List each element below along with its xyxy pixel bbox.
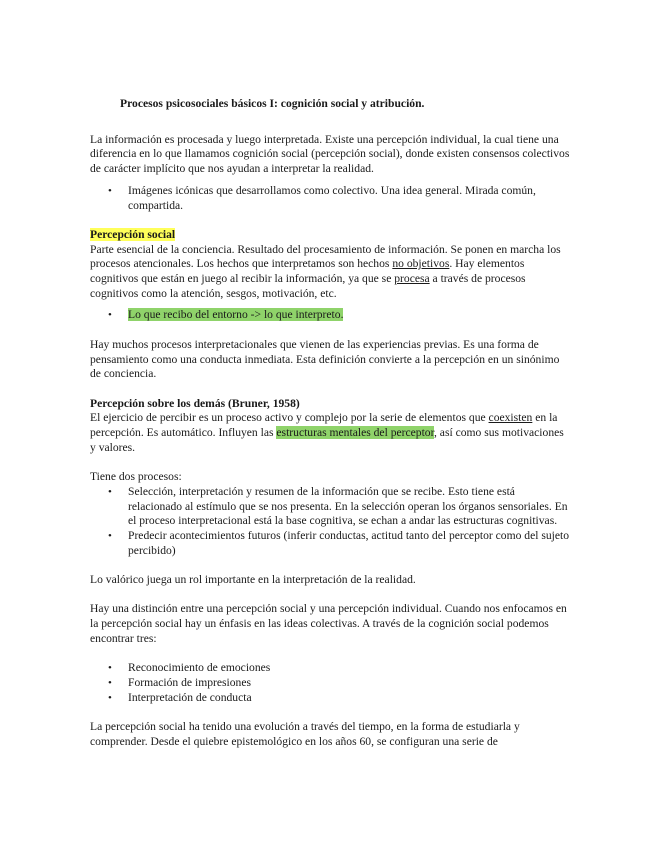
section1-paragraph1: Parte esencial de la conciencia. Resultado del procesamiento de información. Se ponen en marcha los procesos atencionales. Los hechos que interpretamos son hechos no objetivos. Hay elementos cognitivos que están en juego al recibir la información, ya que se procesa a través de procesos cognitivos como la atención, sesgos, motivación, etc.	[90, 242, 561, 300]
processes-list	[90, 485, 570, 559]
list-item: • Predecir acontecimientos futuros (inferir conductas, actitud tanto del perceptor como del sujeto percibido)	[108, 528, 570, 557]
section2-lead: Tiene dos procesos:	[90, 470, 182, 484]
section2-paragraph3: Hay una distinción entre una percepción social y una percepción individual. Cuando nos enfocamos en la percepción social hay un énfasis en las ideas colectivas. A través de la cognición social podemos encontrar tres:	[90, 602, 567, 645]
document-body	[90, 97, 570, 749]
intro-list	[90, 184, 570, 213]
list-item: • Interpretación de conducta	[108, 690, 252, 704]
social-cognition-list	[90, 661, 570, 705]
list-item: • Lo que recibo del entorno -> lo que interpreto.	[108, 308, 344, 322]
bullet-icon: •	[108, 662, 112, 675]
bullet-icon: •	[108, 691, 112, 704]
bullet-icon: •	[108, 529, 112, 542]
bullet-icon: •	[108, 485, 112, 498]
list-item: • Selección, interpretación y resumen de la información que se recibe. Esto tiene está relacionado al estímulo que se nos presenta. En la selección operan los órganos sensoriales. En el proceso interpretacional está la base cognitiva, se echan a andar las estructuras cognitivas.	[108, 484, 568, 528]
bullet-icon: •	[108, 184, 112, 197]
page-title: Procesos psicosociales básicos I: cognición social y atribución.	[120, 97, 425, 110]
section2-paragraph2: Lo valórico juega un rol importante en la interpretación de la realidad.	[90, 573, 416, 587]
bullet-icon: •	[108, 309, 112, 322]
section-heading-percepcion-demas: Percepción sobre los demás (Bruner, 1958)	[90, 396, 300, 410]
section1-list	[90, 308, 570, 323]
section2-paragraph4: La percepción social ha tenido una evolución a través del tiempo, en la forma de estudiarla y comprender. Desde el quiebre epistemológico en los años 60, se configuran una serie de	[90, 720, 520, 748]
section1-paragraph2: Hay muchos procesos interpretacionales que vienen de las experiencias previas. Es una forma de pensamiento como una conducta inmediata. Esta definición convierte a la percepción en un sinónimo de conciencia.	[90, 337, 560, 381]
bullet-icon: •	[108, 676, 112, 689]
list-item: • Formación de impresiones	[108, 675, 251, 689]
section2-paragraph1: El ejercicio de percibir es un proceso activo y complejo por la serie de elementos que coexisten en la percepción. Es automático. Influyen las estructuras mentales del perceptor, así como sus motivaciones y valores.	[90, 411, 564, 454]
list-item: • Imágenes icónicas que desarrollamos como colectivo. Una idea general. Mirada común, compartida.	[108, 183, 536, 212]
list-item: • Reconocimiento de emociones	[108, 661, 271, 675]
intro-paragraph: La información es procesada y luego interpretada. Existe una percepción individual, la cual tiene una diferencia en lo que llamamos cognición social (percepción social), donde existen consensos colectivos de carácter implícito que nos ayudan a interpretar la realidad.	[90, 132, 570, 176]
section-heading-percepcion-social: Percepción social	[90, 227, 176, 241]
